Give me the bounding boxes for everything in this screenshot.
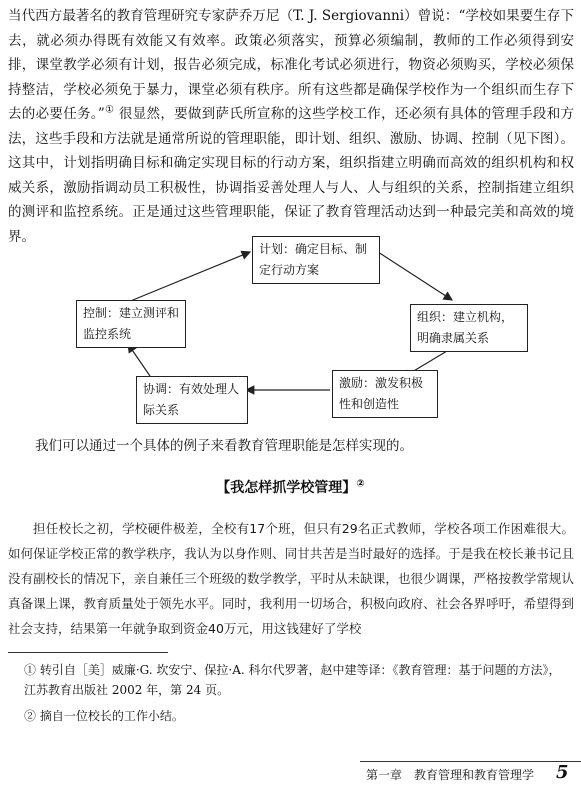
- box-coordinate: 协调：有效处理人际关系: [136, 376, 248, 424]
- box-organize: 组织：建立机构，明确隶属关系: [410, 304, 528, 352]
- page-number: 5: [556, 762, 569, 783]
- body-paragraph-2: 我们可以通过一个具体的例子来看教育管理职能是怎样实现的。: [35, 438, 413, 454]
- arrow-coordinate-to-control: [128, 344, 150, 376]
- footnote-ref-1[interactable]: ①: [104, 104, 115, 116]
- box-motivate: 激励：激发积极性和创造性: [332, 370, 438, 418]
- footer-divider: [360, 761, 581, 762]
- arrow-plan-to-organize: [378, 252, 452, 300]
- management-functions-diagram: [0, 230, 581, 430]
- box-control: 控制：建立测评和监控系统: [76, 300, 186, 348]
- body-paragraph-1: [8, 4, 574, 249]
- footnote-2: ② 摘自一位校长的工作小结。: [24, 709, 184, 723]
- footnote-ref-2[interactable]: ②: [356, 478, 365, 490]
- para1-text-cont: 很显然，要做到萨氏所宣称的这些学校工作，还必须有具体的管理手段和方法，这些手段和方法就是通常所说的管理职能，即计划、组织、激励、协调、控制（见下图）。这其中，计划指明确目标和确定实现目标的行动方案，组织指建立明确而高效的组织机构和权威关系，激励指调动员工积极性，协调指妥善处理人与人、人与组织的关系，控制指建立组织的测评和监控系统。正是通过这些管理职能，保证了教育管理活动达到一种最完美和高效的境界。: [8, 106, 575, 245]
- arrow-control-to-plan: [128, 252, 250, 302]
- footnote-divider: [8, 652, 168, 653]
- case-text: 担任校长之初，学校硬件极差，全校有17个班，但只有29名正式教师，学校各项工作困难很大。如何保证学校正常的教学秩序，我认为以身作则、同甘共苦是当时最好的选择。于是我在校长兼书记且没有副校长的情况下，亲自兼任三个班级的数学教学，平时从未缺课，也很少调课，严格按教学常规认真备课上课，教育质量处于领先水平。同时，我利用一切场合，积极向政府、社会各界呼吁，希望得到社会支持，结果第一年就争取到资金40万元，用这钱建好了学校: [8, 521, 574, 636]
- case-heading: [0, 477, 581, 497]
- case-heading-text: 【我怎样抓学校管理】: [216, 480, 357, 496]
- para1-text: 当代西方最著名的教育管理研究专家萨乔万尼（T. J. Sergiovanni）曾说：“学校如果要生存下去，就必须办得既有效能又有效率。政策必须落实，预算必须编制，教师的工作必须得到安排，课堂教学必须有计划，报告必须完成，标准化考试必须进行，物资必须购买，学校必须保持整洁，学校必须免于暴力，课堂必须有秩序。所有这些都是确保学校作为一个组织而生存下去的必要任务。”: [8, 8, 574, 122]
- running-footer: 第一章 教育管理和教育管理学: [366, 768, 535, 782]
- box-plan: 计划：确定目标、制定行动方案: [252, 236, 380, 284]
- footnote-1: ① 转引自［美］威廉·G. 坎安宁、保拉·A. 科尔代罗著，赵中建等译：《教育管理：基于问题的方法》，江苏教育出版社 2002 年，第 24 页。: [24, 663, 561, 697]
